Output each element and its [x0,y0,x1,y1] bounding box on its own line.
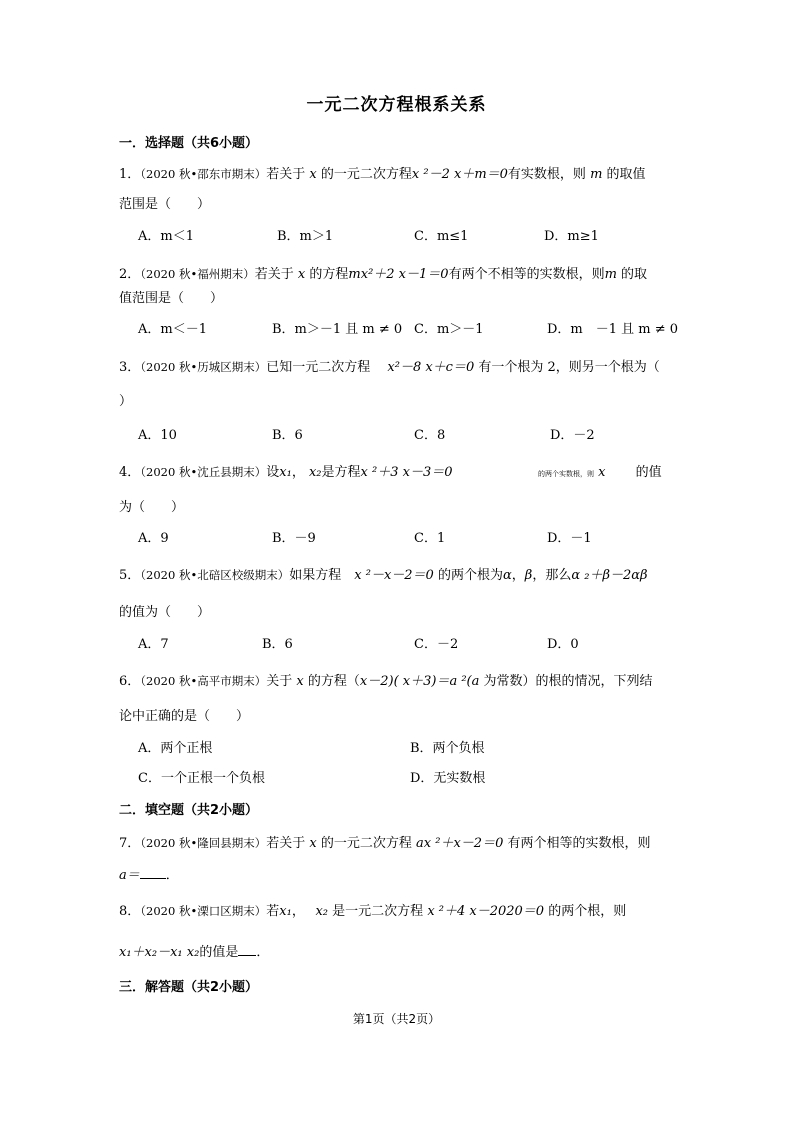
question-5-line-2: 的值为（ ） [119,605,211,620]
punctuation: ． [256,945,270,960]
question-text: 有实数根，则 [507,167,586,182]
question-text: 如果方程 [289,568,342,583]
equation: ax ²＋x－2＝0 [416,836,504,851]
question-4-line-2: 为（ ） [119,500,185,515]
answer-blank[interactable] [140,868,166,879]
equation: x ²＋3 x－3＝0 [360,465,453,480]
question-text: 若关于 [266,836,306,851]
equation: x ²＋4 x－2020＝0 [427,904,545,919]
option-d: D．无实数根 [410,771,486,786]
variable: β [524,568,533,583]
option-a: A．10 [138,428,177,443]
question-text: 的两个实数根，则 [538,470,594,478]
option-b: B．两个负根 [410,741,485,756]
question-7-line-1 [119,832,651,851]
option-a: A．m＜－1 [138,322,207,337]
question-text: 的方程 [309,267,349,282]
variable: x [297,267,306,282]
variable: x₁ [279,465,292,480]
question-6-line-1 [119,670,653,689]
question-8-line-1 [119,900,626,919]
variable: x [598,465,606,480]
question-source: （2020 秋•福州期末） [140,267,255,281]
question-2-line-2: 值范围是（ ） [119,291,224,306]
question-4-line-1 [119,461,452,480]
option-b: B．m＞－1 且 m ≠ 0 [272,322,403,337]
variable: x₂ [308,465,322,480]
option-a: A．9 [138,531,169,546]
question-4-tail [538,461,662,480]
question-text: 若关于 [254,267,294,282]
question-source: （2020 秋•溧口区期末） [140,904,267,918]
section-heading-fill: 二．填空题（共2小题） [119,803,259,818]
page-footer: 第1页（共2页） [352,1012,441,1026]
page-title: 一元二次方程根系关系 [306,95,487,115]
question-text: 的取值 [606,167,646,182]
question-text: 有一个根为 2，则另一个根为（ [478,360,660,375]
option-a: A．7 [138,637,169,652]
punctuation: ． [165,868,179,883]
section-heading-answer: 三．解答题（共2小题） [119,980,259,995]
question-8-line-2 [119,941,269,960]
question-text: 是方程 [321,465,361,480]
answer-blank[interactable] [238,945,256,956]
variable: x [309,167,317,182]
option-d: D．－2 [550,428,595,443]
variable: x₂ [315,904,329,919]
question-text: 的方程（ [307,674,360,689]
question-6-line-2: 论中正确的是（ ） [119,709,250,724]
option-b: B．6 [272,428,303,443]
variable: a＝ [119,868,140,883]
question-text: 的一元二次方程 [320,167,412,182]
question-text: 有两个相等的实数根，则 [507,836,651,851]
question-text: 关于 [266,674,293,689]
option-c: C．m≤1 [414,229,469,244]
question-number: 4． [119,465,141,480]
question-source: （2020 秋•高平市期末） [140,674,267,688]
separator: ， [511,568,525,583]
separator: ， [291,904,299,919]
separator: ， [291,465,305,480]
equation: mx²＋2 x－1＝0 [348,267,449,282]
question-source: （2020 秋•历城区期末） [140,360,267,374]
option-c: C．－2 [414,637,459,652]
question-1-line-1 [119,163,646,182]
option-a: A．m＜1 [138,229,194,244]
question-3-line-1 [119,356,660,375]
question-source: （2020 秋•北碚区校级期末） [140,568,290,582]
question-text: 设 [266,465,280,480]
question-number: 7． [119,836,141,851]
question-text: 有两个不相等的实数根，则 [448,267,605,282]
question-number: 5． [119,568,141,583]
question-3-line-2: ） [119,394,133,409]
option-a: A．两个正根 [138,741,213,756]
option-c: C．m＞－1 [414,322,484,337]
option-d: D．m －1 且 m ≠ 0 [547,322,679,337]
equation: x ²－2 x＋m＝0 [411,167,508,182]
section-heading-choice: 一．选择题（共6小题） [119,136,259,151]
question-source: （2020 秋•邵东市期末） [140,167,267,181]
option-c: C．1 [414,531,446,546]
question-text: 的两个根，则 [548,904,627,919]
question-2-line-1 [119,263,647,282]
question-text: 为常数）的根的情况，下列结 [483,674,653,689]
option-d: D．0 [547,637,579,652]
question-text: 已知一元二次方程 [266,360,371,375]
question-text: 若关于 [266,167,306,182]
question-number: 2． [119,267,141,282]
question-1-line-2: 范围是（ ） [119,197,211,212]
equation: x²－8 x＋c＝0 [387,360,475,375]
option-b: B．m＞1 [277,229,334,244]
question-text: 的取 [621,267,648,282]
question-source: （2020 秋•隆回县期末） [140,836,267,850]
variable: x [296,674,304,689]
question-text: 的值是 [199,945,239,960]
question-7-line-2 [119,864,179,883]
expression: α ₂＋β－2αβ [571,568,648,583]
option-d: D．－1 [547,531,592,546]
question-text: 的值 [635,465,662,480]
question-text: 是一元二次方程 [332,904,424,919]
question-text: 的两个根为 [437,568,503,583]
option-c: C．8 [414,428,446,443]
question-number: 3． [119,360,141,375]
question-source: （2020 秋•沈丘县期末） [140,465,267,479]
option-b: B．－9 [272,531,316,546]
variable: m [604,267,617,282]
option-c: C．一个正根一个负根 [138,771,265,786]
question-number: 1． [119,167,141,182]
variable: m [590,167,603,182]
expression: x₁＋x₂－x₁ x₂ [119,945,200,960]
option-d: D．m≥1 [544,229,599,244]
equation: x－2)( x＋3)＝a ²(a [359,674,480,689]
question-text: 的一元二次方程 [320,836,412,851]
equation: x ²－x－2＝0 [354,568,434,583]
question-text: ，那么 [532,568,572,583]
variable: x [309,836,317,851]
question-text: 若 [266,904,280,919]
question-number: 8． [119,904,141,919]
variable: x₁ [279,904,292,919]
option-b: B．6 [262,637,293,652]
question-5-line-1 [119,564,648,583]
variable: α [503,568,512,583]
question-number: 6． [119,674,141,689]
